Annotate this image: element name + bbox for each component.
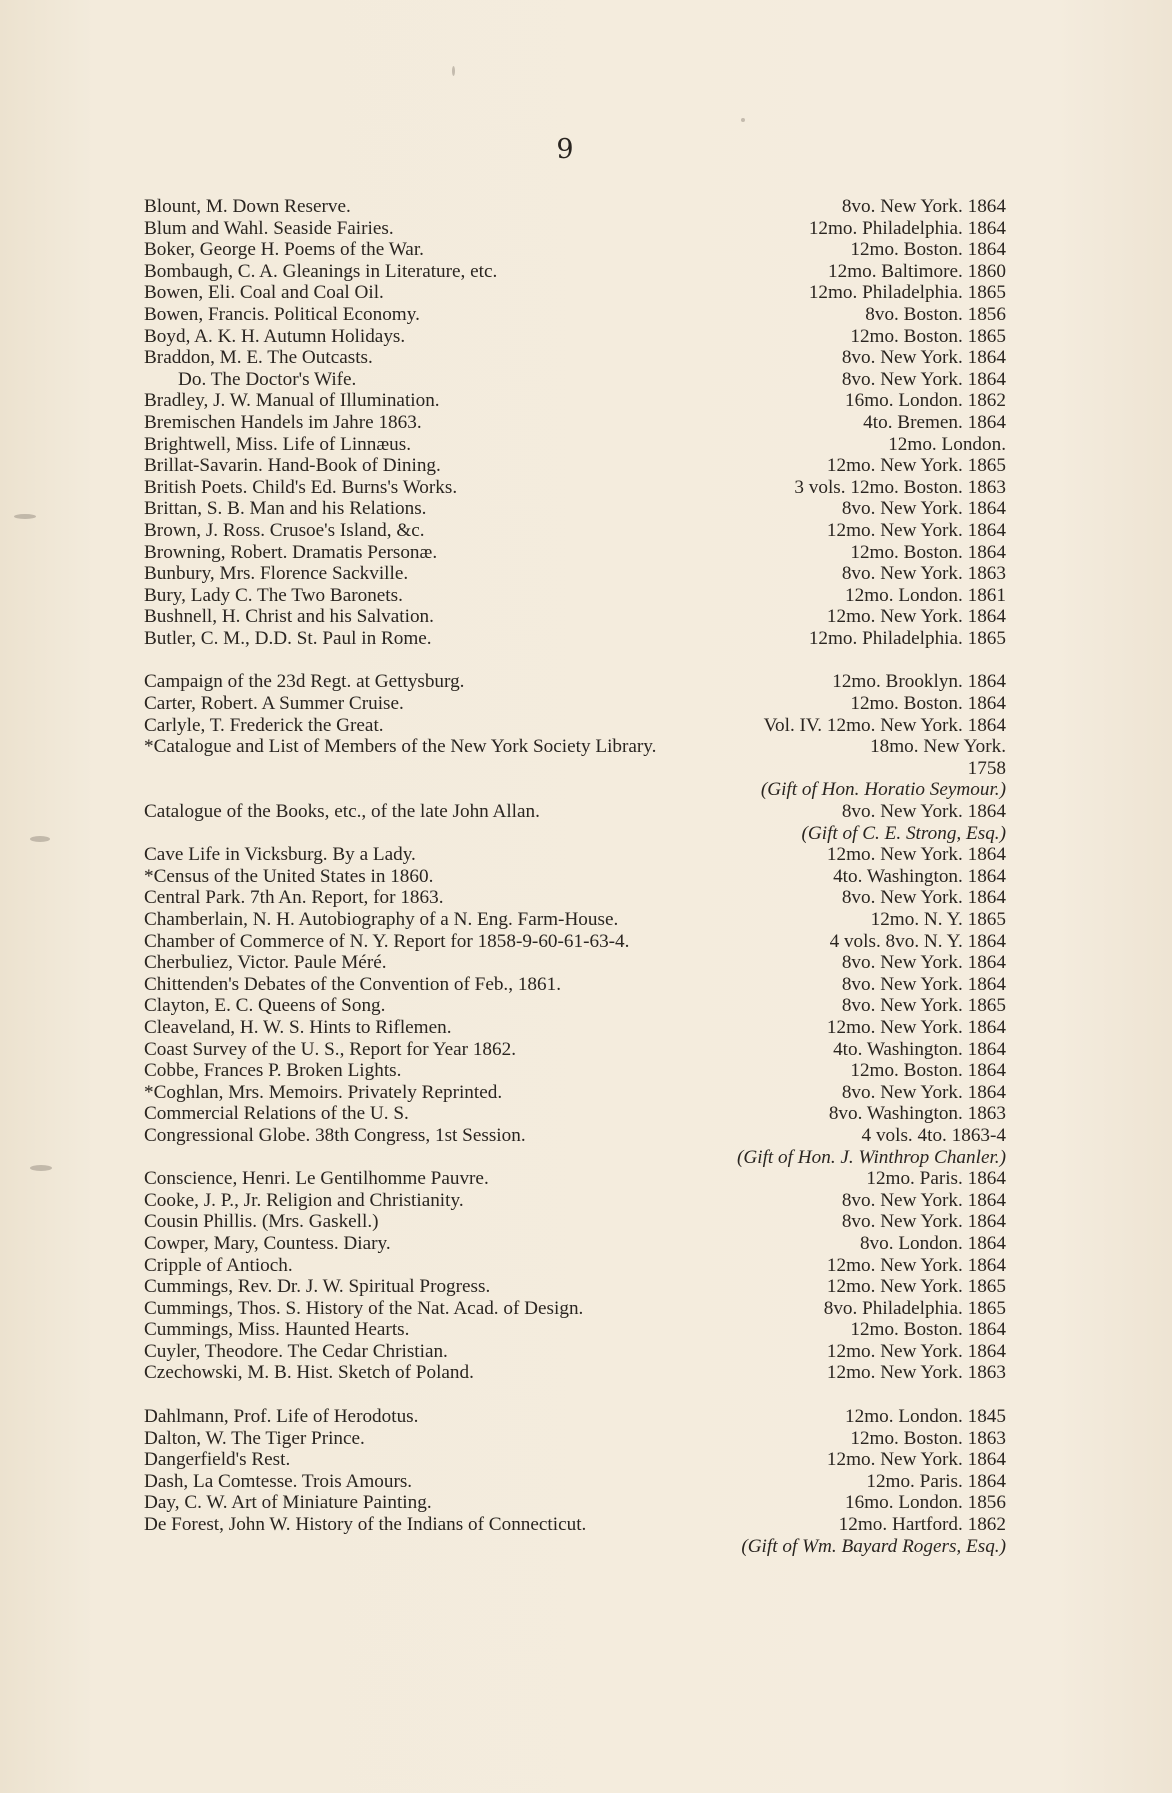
catalogue-entry xyxy=(144,1211,1006,1233)
catalogue-entry xyxy=(144,801,1006,823)
entry-title: *Census of the United States in 1860. xyxy=(144,865,434,887)
gift-note: (Gift of C. E. Strong, Esq.) xyxy=(801,822,1006,844)
entry-title: Cleaveland, H. W. S. Hints to Riflemen. xyxy=(144,1016,452,1038)
catalogue-entry xyxy=(144,1276,1006,1298)
entry-title: Cummings, Rev. Dr. J. W. Spiritual Progress. xyxy=(144,1276,491,1298)
catalogue-entry xyxy=(144,1362,1006,1384)
catalogue-entry xyxy=(144,866,1006,888)
binding-hole xyxy=(14,514,36,519)
binding-hole xyxy=(30,836,50,842)
gift-note: (Gift of Hon. J. Winthrop Chanler.) xyxy=(737,1146,1006,1168)
entry-imprint: 3 vols. 12mo. Boston. 1863 xyxy=(794,476,1006,498)
entry-title: Chamberlain, N. H. Autobiography of a N. Eng. Farm-House. xyxy=(144,909,619,930)
entry-title: Bombaugh, C. A. Gleanings in Literature, etc. xyxy=(144,260,498,282)
entry-imprint: 4 vols. 8vo. N. Y. 1864 xyxy=(829,930,1006,952)
entry-imprint: 12mo. Baltimore. 1860 xyxy=(828,260,1006,282)
catalogue-entry xyxy=(144,1060,1006,1082)
entry-imprint: 12mo. New York. 1864 xyxy=(826,1449,1006,1471)
entry-title: Blount, M. Down Reserve. xyxy=(144,196,351,217)
entry-imprint: 12mo. London. 1845 xyxy=(845,1406,1006,1428)
entry-imprint: 12mo. N. Y. 1865 xyxy=(870,909,1006,930)
catalogue-entry xyxy=(144,434,1006,456)
entry-title: Commercial Relations of the U. S. xyxy=(144,1103,409,1125)
section-gap xyxy=(144,649,1006,671)
catalogue-entry xyxy=(144,347,1006,369)
catalogue-entry xyxy=(144,1298,1006,1320)
catalogue-entry xyxy=(144,1082,1006,1104)
catalogue-entry xyxy=(144,1449,1006,1471)
catalogue-entry xyxy=(144,498,1006,520)
entry-title: Cousin Phillis. (Mrs. Gaskell.) xyxy=(144,1211,379,1233)
entry-imprint: 12mo. New York. 1864 xyxy=(826,1016,1006,1038)
entry-title: Boyd, A. K. H. Autumn Holidays. xyxy=(144,325,406,347)
catalogue-entry xyxy=(144,1103,1006,1125)
entry-title: Cherbuliez, Victor. Paule Méré. xyxy=(144,952,387,974)
catalogue-entry xyxy=(144,1017,1006,1039)
catalogue-entry xyxy=(144,1319,1006,1341)
entry-title: *Coghlan, Mrs. Memoirs. Privately Reprinted. xyxy=(144,1081,503,1103)
entry-title: Bremischen Handels im Jahre 1863. xyxy=(144,411,422,433)
entry-title: Carlyle, T. Frederick the Great. xyxy=(144,714,384,736)
entry-imprint: 8vo. New York. 1864 xyxy=(841,887,1006,909)
entry-imprint: 12mo. New York. 1865 xyxy=(826,1276,1006,1298)
entry-imprint: 4to. Washington. 1864 xyxy=(833,865,1006,887)
entry-title: Day, C. W. Art of Miniature Painting. xyxy=(144,1492,432,1514)
entry-title: Braddon, M. E. The Outcasts. xyxy=(144,347,373,369)
catalogue-entry xyxy=(144,390,1006,412)
entry-imprint: 8vo. New York. 1864 xyxy=(841,368,1006,390)
catalogue-entry xyxy=(144,282,1006,304)
entry-title: Carter, Robert. A Summer Cruise. xyxy=(144,693,404,715)
catalogue-entry xyxy=(144,1168,1006,1190)
entry-imprint: 12mo. London. xyxy=(888,433,1006,455)
entry-imprint: 8vo. New York. 1864 xyxy=(841,498,1006,520)
entry-imprint: 12mo. Boston. 1864 xyxy=(850,239,1006,261)
catalogue-entry xyxy=(144,887,1006,909)
entry-title: Dalton, W. The Tiger Prince. xyxy=(144,1427,365,1449)
entry-title: Central Park. 7th An. Report, for 1863. xyxy=(144,887,444,909)
catalogue-entry xyxy=(144,326,1006,348)
entry-imprint: 12mo. New York. 1864 xyxy=(826,519,1006,541)
entry-title: British Poets. Child's Ed. Burns's Works. xyxy=(144,476,458,498)
entry-imprint: 12mo. Paris. 1864 xyxy=(866,1168,1006,1190)
catalogue-entry xyxy=(144,218,1006,240)
entry-title: Cowper, Mary, Countess. Diary. xyxy=(144,1232,391,1254)
entry-title: Blum and Wahl. Seaside Fairies. xyxy=(144,217,394,239)
catalogue-entry xyxy=(144,196,1006,218)
entry-imprint: 8vo. New York. 1864 xyxy=(841,1211,1006,1233)
catalogue-entry xyxy=(144,1190,1006,1212)
entry-imprint: 8vo. New York. 1863 xyxy=(841,563,1006,585)
entry-title: Do. The Doctor's Wife. xyxy=(178,368,357,390)
entry-title: Bowen, Eli. Coal and Coal Oil. xyxy=(144,282,384,304)
entry-title: Bradley, J. W. Manual of Illumination. xyxy=(144,390,440,412)
catalogue-entry xyxy=(144,693,1006,715)
entry-imprint: 18mo. New York. xyxy=(870,736,1006,758)
entry-imprint: 8vo. Philadelphia. 1865 xyxy=(823,1297,1006,1319)
catalogue-entry xyxy=(144,715,1006,737)
entry-imprint: 8vo. Washington. 1863 xyxy=(828,1103,1006,1125)
entry-imprint: 4 vols. 4to. 1863-4 xyxy=(861,1124,1006,1146)
entry-imprint: 16mo. London. 1862 xyxy=(845,390,1006,412)
entry-title: Butler, C. M., D.D. St. Paul in Rome. xyxy=(144,627,432,649)
entry-title: De Forest, John W. History of the Indians of Connecticut. xyxy=(144,1514,587,1536)
entry-imprint: 4to. Bremen. 1864 xyxy=(863,411,1006,433)
entry-imprint: 12mo. Hartford. 1862 xyxy=(838,1514,1006,1536)
entry-title: Conscience, Henri. Le Gentilhomme Pauvre. xyxy=(144,1168,489,1190)
entry-imprint: 12mo. New York. 1865 xyxy=(826,455,1006,477)
entry-imprint: 12mo. Boston. 1865 xyxy=(850,325,1006,347)
catalogue-entry xyxy=(144,974,1006,996)
catalogue-entry xyxy=(144,671,1006,693)
entry-title: Brown, J. Ross. Crusoe's Island, &c. xyxy=(144,519,425,541)
entry-title: Dangerfield's Rest. xyxy=(144,1449,291,1471)
catalogue-entry xyxy=(144,995,1006,1017)
entry-title: Coast Survey of the U. S., Report for Year 1862. xyxy=(144,1038,516,1060)
catalogue-entry xyxy=(144,304,1006,326)
catalogue-entry xyxy=(144,844,1006,866)
entry-imprint: 1758 xyxy=(967,757,1006,779)
catalogue-entry xyxy=(144,931,1006,953)
entry-imprint: 8vo. New York. 1864 xyxy=(841,952,1006,974)
catalogue-entry xyxy=(144,909,1006,931)
entry-title: Campaign of the 23d Regt. at Gettysburg. xyxy=(144,671,465,693)
section-gap xyxy=(144,1384,1006,1406)
entry-title: Cooke, J. P., Jr. Religion and Christianity. xyxy=(144,1189,464,1211)
entry-imprint: 12mo. Boston. 1864 xyxy=(850,541,1006,563)
binding-hole xyxy=(30,1165,52,1171)
entry-imprint: 8vo. New York. 1864 xyxy=(841,1081,1006,1103)
catalogue-entry xyxy=(144,1406,1006,1428)
catalogue-entry xyxy=(144,606,1006,628)
entry-imprint: 8vo. New York. 1864 xyxy=(841,1189,1006,1211)
catalogue-entry xyxy=(144,628,1006,650)
catalogue-entry xyxy=(144,563,1006,585)
catalogue-entry xyxy=(144,455,1006,477)
entry-title: Brillat-Savarin. Hand-Book of Dining. xyxy=(144,455,441,477)
catalogue-entry xyxy=(144,542,1006,564)
entry-title: Congressional Globe. 38th Congress, 1st Session. xyxy=(144,1124,526,1146)
catalogue-entry xyxy=(144,261,1006,283)
entry-title: Bushnell, H. Christ and his Salvation. xyxy=(144,606,434,628)
entry-title: Brightwell, Miss. Life of Linnæus. xyxy=(144,433,412,455)
entry-imprint: 8vo. New York. 1864 xyxy=(841,801,1006,823)
gift-note: (Gift of Wm. Bayard Rogers, Esq.) xyxy=(741,1535,1006,1557)
catalogue-entry xyxy=(144,1492,1006,1514)
catalogue-entry xyxy=(144,1039,1006,1061)
entry-imprint: 8vo. Boston. 1856 xyxy=(865,303,1006,325)
entry-title: Cummings, Thos. S. History of the Nat. Acad. of Design. xyxy=(144,1297,584,1319)
entry-imprint: Vol. IV. 12mo. New York. 1864 xyxy=(763,714,1006,736)
catalogue-entry xyxy=(144,369,1006,391)
entry-imprint: 12mo. New York. 1864 xyxy=(826,1340,1006,1362)
entry-title: Chamber of Commerce of N. Y. Report for 1858-9-60-61-63-4. xyxy=(144,930,630,952)
entry-title: Dahlmann, Prof. Life of Herodotus. xyxy=(144,1406,419,1428)
entry-title: Cuyler, Theodore. The Cedar Christian. xyxy=(144,1340,448,1362)
entry-imprint: 4to. Washington. 1864 xyxy=(833,1038,1006,1060)
catalogue-entry xyxy=(144,1255,1006,1277)
entry-imprint: 8vo. London. 1864 xyxy=(859,1232,1006,1254)
entry-imprint: 12mo. New York. 1864 xyxy=(826,844,1006,866)
entry-title: Cobbe, Frances P. Broken Lights. xyxy=(144,1060,402,1082)
paper-blemish xyxy=(741,118,745,122)
entry-title: Bunbury, Mrs. Florence Sackville. xyxy=(144,563,409,585)
entry-imprint: 12mo. Boston. 1864 xyxy=(850,693,1006,715)
catalogue-entry xyxy=(144,412,1006,434)
paper-blemish xyxy=(452,66,455,76)
catalogue-entry xyxy=(144,952,1006,974)
entry-imprint: 12mo. Philadelphia. 1864 xyxy=(808,217,1006,239)
catalogue-entry xyxy=(144,239,1006,261)
catalogue-entry xyxy=(144,585,1006,607)
catalogue-entry xyxy=(144,477,1006,499)
entry-imprint: 12mo. Brooklyn. 1864 xyxy=(832,671,1006,693)
entry-title: Browning, Robert. Dramatis Personæ. xyxy=(144,541,438,563)
catalogue-entry xyxy=(144,1341,1006,1363)
entry-title: Bury, Lady C. The Two Baronets. xyxy=(144,584,403,606)
entry-imprint: 12mo. Boston. 1864 xyxy=(850,1060,1006,1082)
entry-imprint: 12mo. Philadelphia. 1865 xyxy=(808,282,1006,304)
catalogue-entry xyxy=(144,1471,1006,1493)
entry-imprint: 12mo. New York. 1864 xyxy=(826,1254,1006,1276)
entry-imprint: 8vo. New York. 1864 xyxy=(841,347,1006,369)
catalogue-entry xyxy=(144,758,1006,780)
entry-imprint: 12mo. Philadelphia. 1865 xyxy=(808,627,1006,649)
entry-imprint: 12mo. Paris. 1864 xyxy=(866,1470,1006,1492)
entry-imprint: 12mo. Boston. 1864 xyxy=(850,1319,1006,1341)
catalogue-entry xyxy=(144,1514,1006,1536)
entry-title: Boker, George H. Poems of the War. xyxy=(144,239,424,261)
entry-imprint: 16mo. London. 1856 xyxy=(845,1492,1006,1514)
catalogue-entry xyxy=(144,520,1006,542)
entry-title: Cave Life in Vicksburg. By a Lady. xyxy=(144,844,416,866)
entry-title: *Catalogue and List of Members of the New York Society Library. xyxy=(144,736,657,758)
entry-title: Catalogue of the Books, etc., of the late John Allan. xyxy=(144,801,540,823)
gift-note: (Gift of Hon. Horatio Seymour.) xyxy=(760,779,1006,801)
entry-title: Brittan, S. B. Man and his Relations. xyxy=(144,498,427,520)
entry-title: Clayton, E. C. Queens of Song. xyxy=(144,995,386,1017)
catalogue-entries xyxy=(144,196,1006,1557)
catalogue-entry xyxy=(144,1125,1006,1147)
catalogue-entry xyxy=(144,1233,1006,1255)
entry-imprint: 12mo. New York. 1863 xyxy=(826,1362,1006,1384)
entry-title: Bowen, Francis. Political Economy. xyxy=(144,303,420,325)
page-number: 9 xyxy=(556,134,574,165)
catalogue-entry xyxy=(144,1428,1006,1450)
entry-title: Chittenden's Debates of the Convention of Feb., 1861. xyxy=(144,973,561,995)
entry-title: Czechowski, M. B. Hist. Sketch of Poland. xyxy=(144,1362,474,1384)
entry-imprint: 12mo. London. 1861 xyxy=(845,584,1006,606)
entry-imprint: 8vo. New York. 1864 xyxy=(841,196,1006,217)
catalogue-entry xyxy=(144,736,1006,758)
entry-imprint: 12mo. Boston. 1863 xyxy=(850,1427,1006,1449)
entry-title: Cummings, Miss. Haunted Hearts. xyxy=(144,1319,410,1341)
entry-title: Dash, La Comtesse. Trois Amours. xyxy=(144,1470,413,1492)
entry-imprint: 8vo. New York. 1865 xyxy=(841,995,1006,1017)
entry-imprint: 12mo. New York. 1864 xyxy=(826,606,1006,628)
entry-imprint: 8vo. New York. 1864 xyxy=(841,973,1006,995)
entry-title: Cripple of Antioch. xyxy=(144,1254,293,1276)
